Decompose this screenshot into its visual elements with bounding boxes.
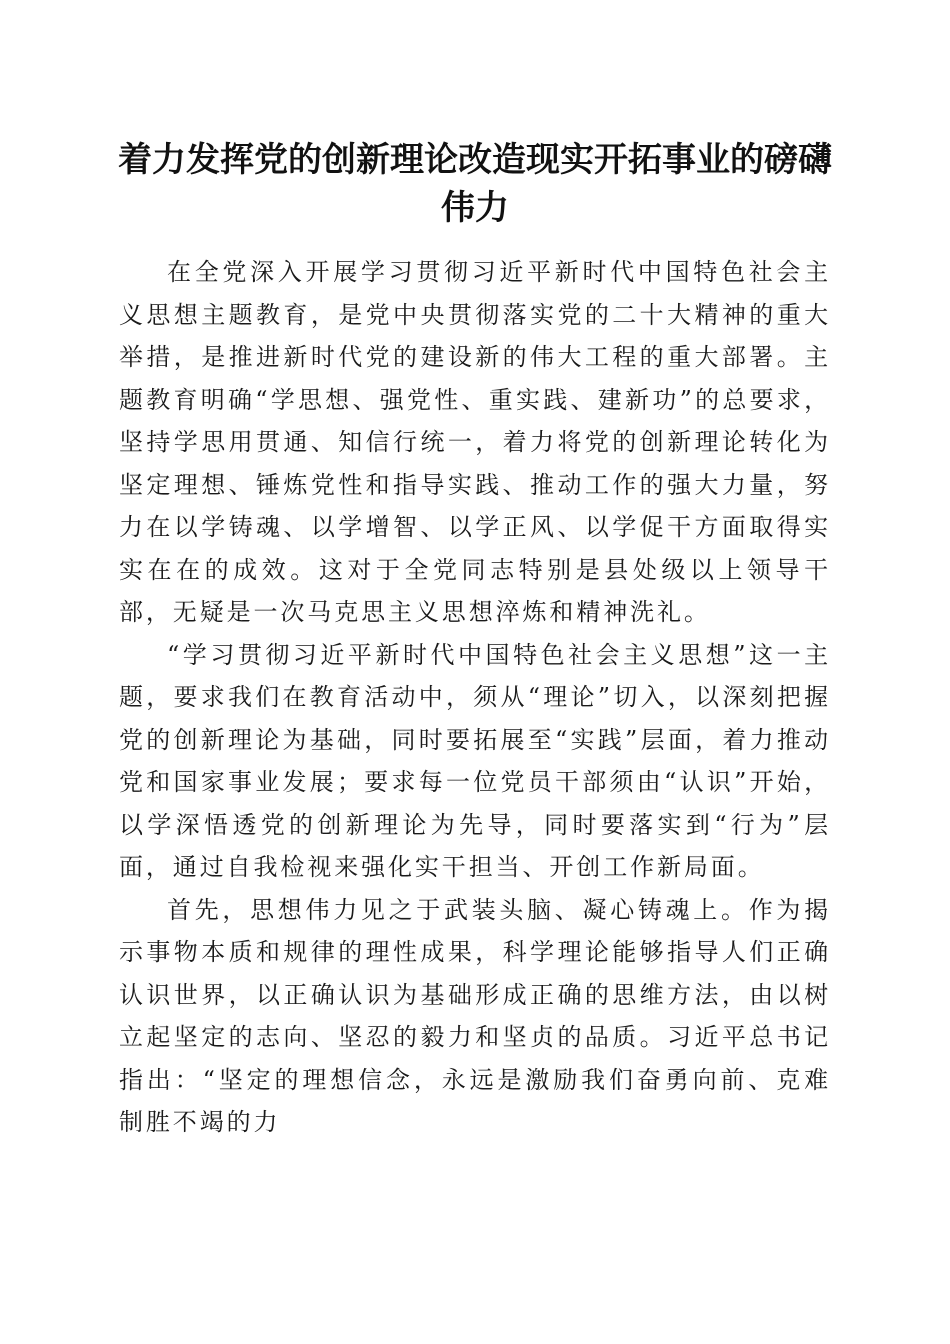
document-body [119,251,831,1144]
paragraph-3: 首先，思想伟力见之于武装头脑、凝心铸魂上。作为揭示事物本质和规律的理性成果，科学理论能够指导人们正确认识世界，以正确认识为基础形成正确的思维方法，由以树立起坚定的志向、坚忍的毅力和坚贞的品质。习近平总书记指出：“坚定的理想信念，永远是激励我们奋勇向前、克难制胜不竭的力 [119,895,831,1136]
document-title: 着力发挥党的创新理论改造现实开拓事业的磅礴伟力 [118,140,832,228]
paragraph-1: 在全党深入开展学习贯彻习近平新时代中国特色社会主义思想主题教育，是党中央贯彻落实党的二十大精神的重大举措，是推进新时代党的建设新的伟大工程的重大部署。主题教育明确“学思想、强党性、重实践、建新功”的总要求，坚持学思用贯通、知信行统一，着力将党的创新理论转化为坚定理想、锤炼党性和指导实践、推动工作的强大力量，努力在以学铸魂、以学增智、以学正风、以学促干方面取得实实在在的成效。这对于全党同志特别是县处级以上领导干部，无疑是一次马克思主义思想淬炼和精神洗礼。 [119,258,831,626]
paragraph-2: “学习贯彻习近平新时代中国特色社会主义思想”这一主题，要求我们在教育活动中，须从“理论”切入，以深刻把握党的创新理论为基础，同时要拓展至“实践”层面，着力推动党和国家事业发展；要求每一位党员干部须由“认识”开始，以学深悟透党的创新理论为先导，同时要落实到“行为”层面，通过自我检视来强化实干担当、开创工作新局面。 [119,640,831,881]
